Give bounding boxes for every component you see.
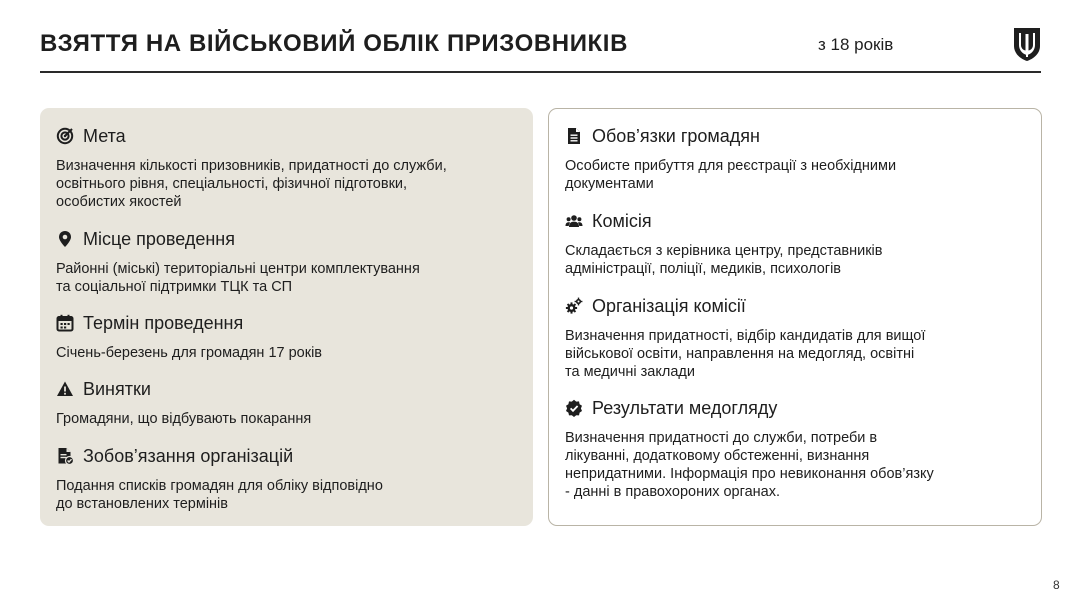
warning-icon	[56, 380, 74, 398]
left-info-panel	[40, 108, 533, 526]
body-line: до встановлених термінів	[56, 496, 228, 512]
header-divider	[40, 71, 1041, 73]
section-heading: Зобов’язання організацій	[83, 445, 294, 466]
section-body	[565, 327, 1027, 381]
group-icon	[565, 212, 583, 230]
body-line: та соціальної підтримки ТЦК та СП	[56, 279, 293, 295]
document-check-icon	[56, 447, 74, 465]
body-line: військової освіти, направлення на медогляд, освітні	[565, 346, 915, 362]
document-icon	[565, 127, 583, 145]
goal-section	[56, 124, 519, 211]
gears-icon	[565, 297, 583, 315]
section-heading: Винятки	[83, 378, 151, 399]
calendar-icon	[56, 314, 74, 332]
section-body	[565, 157, 1027, 193]
body-line: освітнього рівня, спеціальності, фізичної підготовки,	[56, 176, 408, 192]
body-line: документами	[565, 176, 654, 192]
verified-badge-icon	[565, 399, 583, 417]
page-title: ВЗЯТТЯ НА ВІЙСЬКОВИЙ ОБЛІК ПРИЗОВНИКІВ	[40, 30, 629, 57]
body-line: непридатними. Інформація про невиконання обов’язку	[565, 466, 934, 482]
obligations-section	[56, 444, 519, 513]
body-line: Визначення кількості призовників, придатності до служби,	[56, 158, 447, 174]
body-line: Визначення придатності, відбір кандидатів для вищої	[565, 328, 926, 344]
body-line: Районні (міські) територіальні центри комплектування	[56, 261, 420, 277]
citizen-duties-section	[565, 124, 1027, 193]
section-heading: Результати медогляду	[592, 397, 778, 418]
term-section	[56, 311, 519, 362]
section-heading: Комісія	[592, 210, 652, 231]
section-body	[565, 242, 1027, 278]
body-line: Громадяни, що відбувають покарання	[56, 411, 312, 427]
body-line: Складається з керівника центру, представників	[565, 243, 883, 259]
exceptions-section	[56, 377, 519, 428]
body-line: особистих якостей	[56, 194, 182, 210]
armed-forces-emblem-icon	[1012, 26, 1042, 62]
location-pin-icon	[56, 230, 74, 248]
section-heading: Організація комісії	[592, 295, 746, 316]
location-section	[56, 227, 519, 296]
body-line: Особисте прибуття для реєстрації з необхідними	[565, 158, 897, 174]
body-line: Січень-березень для громадян 17 років	[56, 345, 323, 361]
body-line: Визначення придатності до служби, потреби в	[565, 430, 878, 446]
section-heading: Термін проведення	[83, 312, 244, 333]
section-body	[56, 410, 519, 428]
section-body	[56, 344, 519, 362]
right-info-panel	[548, 108, 1042, 526]
section-body	[565, 429, 1027, 501]
body-line: - данні в правохороних органах.	[565, 484, 780, 500]
body-line: та медичні заклади	[565, 364, 695, 380]
page-number: 8	[1053, 578, 1060, 592]
target-icon	[56, 127, 74, 145]
age-subtitle: з 18 років	[818, 35, 894, 54]
section-heading: Мета	[83, 125, 126, 146]
section-body	[56, 477, 519, 513]
body-line: лікуванні, додатковому обстеженні, визнання	[565, 448, 870, 464]
medical-results-section	[565, 396, 1027, 501]
section-heading: Місце проведення	[83, 228, 235, 249]
commission-organization-section	[565, 294, 1027, 381]
section-heading: Обов’язки громадян	[592, 125, 760, 146]
body-line: адміністрації, поліції, медиків, психологів	[565, 261, 842, 277]
section-body	[56, 260, 519, 296]
body-line: Подання списків громадян для обліку відповідно	[56, 478, 383, 494]
commission-section	[565, 209, 1027, 278]
section-body	[56, 157, 519, 211]
